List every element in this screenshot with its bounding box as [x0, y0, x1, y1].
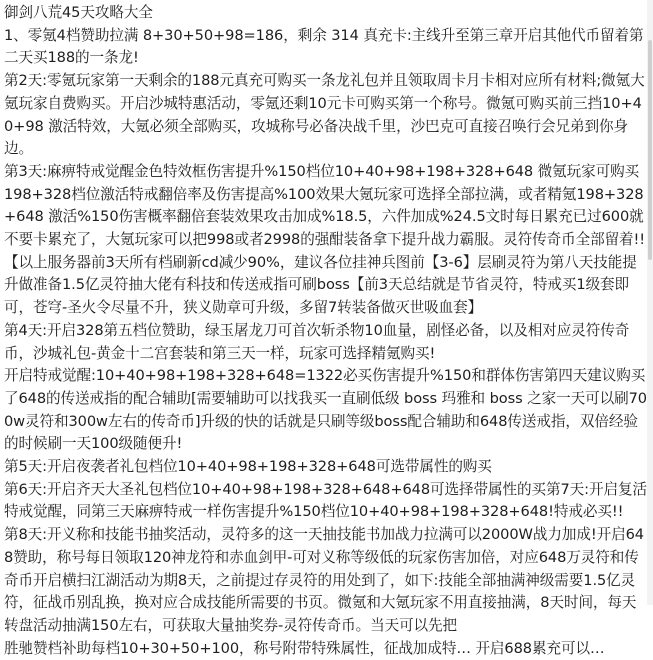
paragraph-day-5: 第5天:开启夜袭者礼包档位10+40+98+198+328+648可选带属性的购买: [4, 458, 492, 476]
paragraph-day-4: 第4天:开启328第五档位赞助，绿玉屠龙刀可首次斩杀物10血量，剧怪必备，以及相对应灵符传奇币，沙城礼包-黄金十二宫套装和第三天一样，玩家可选择精氪购买!: [4, 321, 630, 362]
paragraph-day-8: 第8天:开义称和技能书抽奖活动，灵符多的这一天抽技能书加战力拉满可以2000W战力加成!开启648赞助，称号每日领取120神龙符和赤血剑甲-可对义称等级低的玩家伤害加倍，对应648万灵符和传奇币开启横扫江湖活动为期8天，之前提过存灵符的用处到了，如下:技能全部抽满神级需要1.5亿灵符，征战币别乱换，换对应合成技能所需要的书页。微氪和大氪玩家不用直接抽满，8天时间，每天转盘活动抽满150左右，可获取大量抽奖券-灵符传奇币。当天可以先把: [4, 526, 644, 634]
paragraph-truncated: 胜驰赞档补助每档10+30+50+100，称号附带特殊属性，征战加成特… 开启688累充可以…: [4, 639, 605, 657]
paragraph-intro: 1、零氪4档赞助拉满 8+30+50+98=186，剩余 314 真充卡:主线升至第三章开启其他代币留着第二天买188的一条龙!: [4, 26, 644, 67]
vertical-scrollbar[interactable]: [647, 0, 653, 605]
paragraph-awakening: 开启特戒觉醒:10+40+98+198+328+648=1322必买伤害提升%150和群体伤害第四天建议购买了648的传送戒指的配合辅助[需要辅助可以找我买一直刷低级 boss 玛雅和 boss 之家一天可以刷700w灵符和300w左右的传奇币]升级的快的话就是只刷等级boss配合辅助和648传送戒指，双倍经验的时候刷一天100级随便升!: [4, 367, 647, 453]
paragraph-day-2: 第2天:零氪玩家第一天剩余的188元真充可购买一条龙礼包并且领取周卡月卡相对应所有材料;微氪大氪玩家自费购买。开启沙城特惠活动，零氪还剩10元卡可购买第一个称号。微氪可购买前三挡10+40+98 激活特效，大氪必须全部购买，攻城称号必备决战千里，沙巴克可直接召唤行会兄弟到你身边。: [4, 72, 645, 158]
scrollbar-thumb[interactable]: [648, 40, 652, 260]
paragraph-day-3: 第3天:麻痹特戒觉醒金色特效框伤害提升%150档位10+40+98+198+328+648 微氪玩家可购买198+328档位激活特戒翻倍率及伤害提高%100效果大氪玩家可选择全部拉满，或者精氪198+328+648 激活%150伤害概率翻倍套装效果攻击加成%18.5，六件加成%24.5文时每日累充已过600就不要卡累充了，大氪玩家可以把998或者2998的强酣装备拿下提升战力霸服。灵符传奇币全部留着!!【以上服务器前3天所有档刷新cd减少90%，建议各位挂神兵图前【3-6】层刷灵符为第八天技能提升做准备1.5亿灵符抽大佬有科技和传送戒指可刷boss【前3天总结就是节省灵符，特戒买1级套即可，苍穹-圣火令尽量不升，狭义勋章可升级，多留7转装备做灭世吸血套】: [4, 162, 646, 317]
document-title: 御剑八荒45天攻略大全: [4, 4, 153, 21]
paragraph-day-6-7: 第6天:开启齐天大圣礼包档位10+40+98+198+328+648+648可选择带属性的买第7天:开启复活特戒觉醒，同第三天麻痹特戒一样伤害提升%150档位10+40+98+198+328+648!特戒必买!!: [4, 480, 647, 521]
